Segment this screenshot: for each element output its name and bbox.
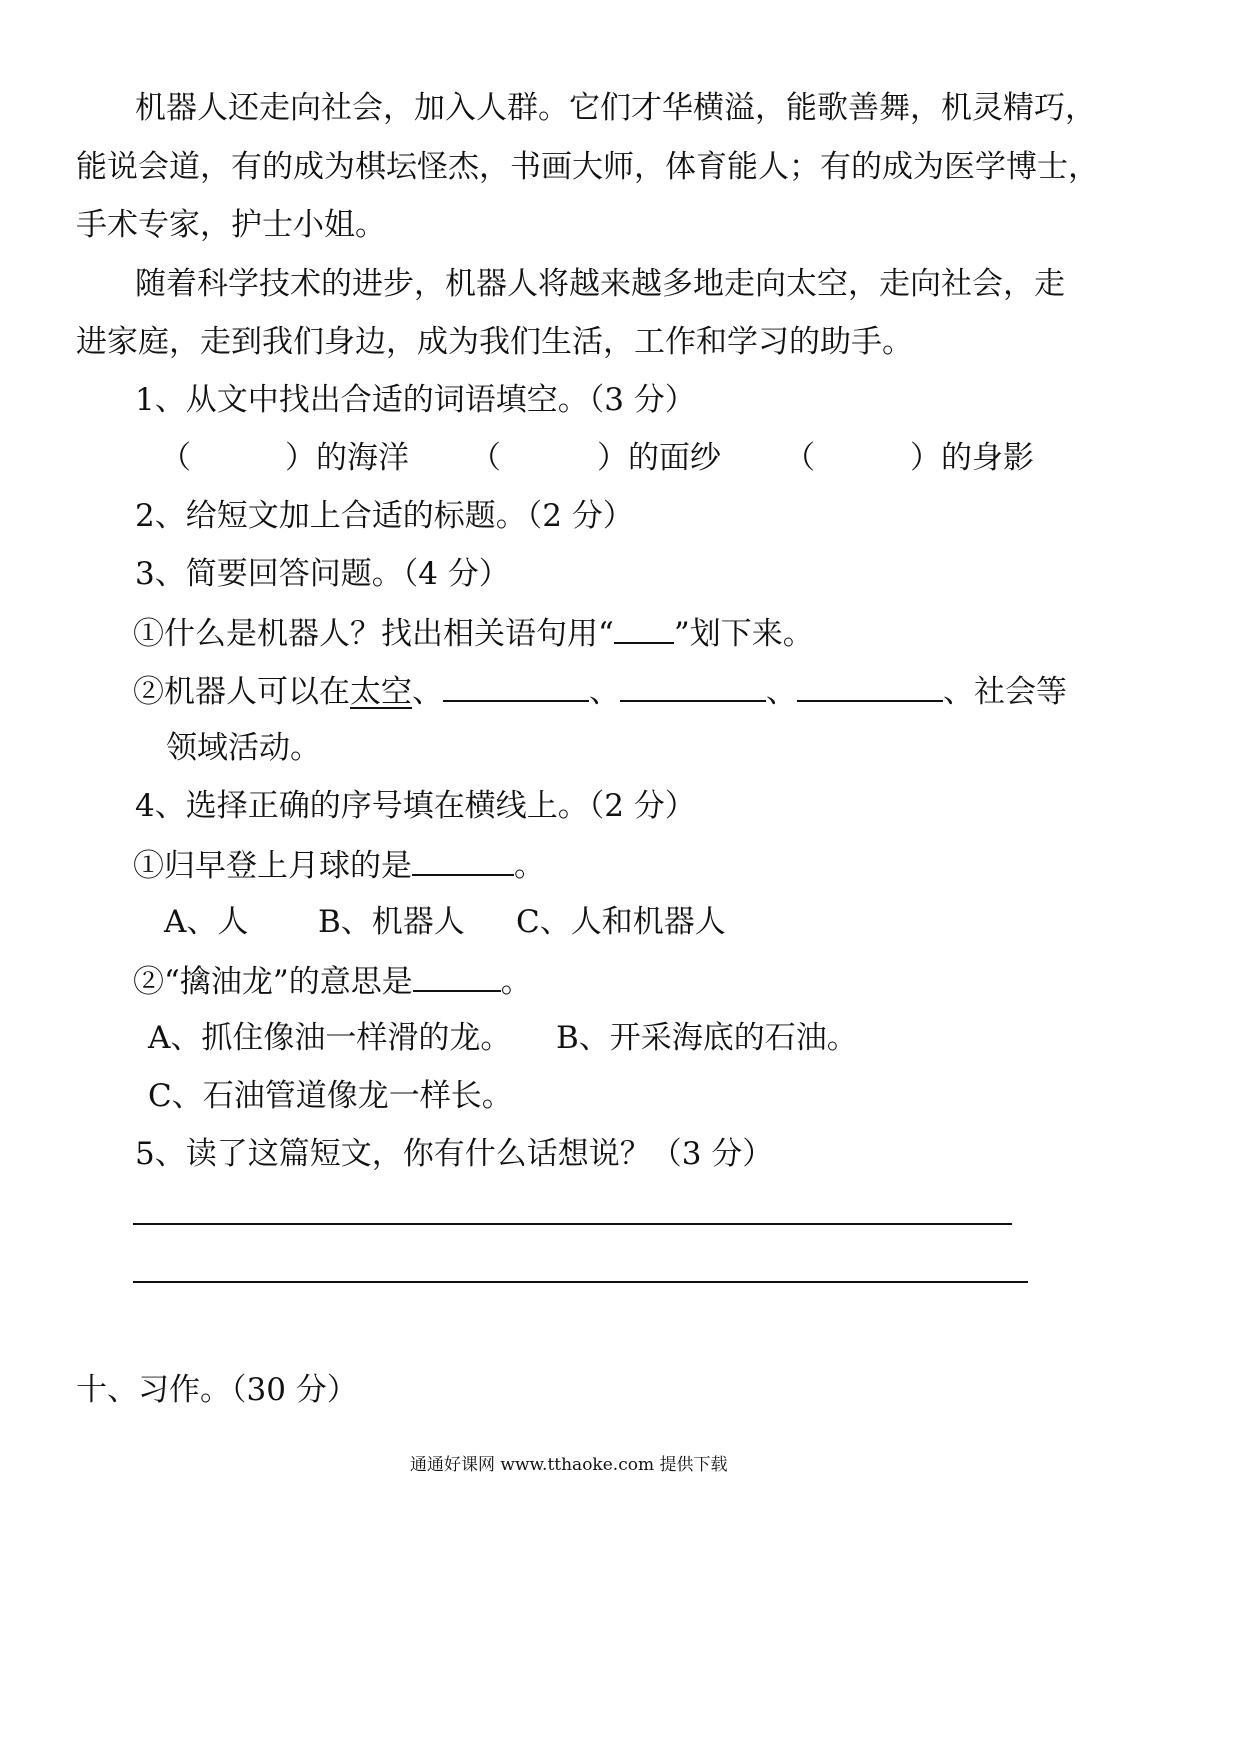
section-title: 十、习作。（30 分） xyxy=(76,1372,358,1408)
separator: 、 xyxy=(412,674,443,710)
subquestion-text xyxy=(133,844,545,886)
question-title: 3、简要回答问题。（4 分） xyxy=(135,556,510,592)
answer-blank-1[interactable] xyxy=(443,670,589,702)
answer-blank-3[interactable] xyxy=(797,670,943,702)
answer-blank[interactable] xyxy=(412,844,514,876)
passage-text: 进家庭，走到我们身边，成为我们生活，工作和学习的助手。 xyxy=(76,324,913,360)
option-b: B、机器人 xyxy=(318,904,465,940)
subquestion-suffix: 。 xyxy=(500,964,532,1000)
separator: 、 xyxy=(766,674,797,710)
passage-text: 机器人还走向社会，加入人群。它们才华横溢，能歌善舞，机灵精巧， xyxy=(135,90,1096,126)
question-title: 2、给短文加上合适的标题。（2 分） xyxy=(135,498,634,534)
bracket-open: （ xyxy=(160,440,191,476)
blank-phrase-3: ）的身影 xyxy=(910,440,1034,476)
question-4-sub-1 xyxy=(0,844,1240,884)
option-c: C、石油管道像龙一样长。 xyxy=(148,1078,513,1114)
blank-phrase-1: ）的海洋 xyxy=(285,440,409,476)
question-1-blanks xyxy=(0,438,1240,478)
subquestion-text xyxy=(133,960,532,1002)
passage-line xyxy=(0,88,1240,128)
passage-line xyxy=(0,264,1240,304)
option-a: A、抓住像油一样滑的龙。 xyxy=(148,1020,512,1056)
subquestion-suffix: ”划下来。 xyxy=(673,616,814,652)
question-title: 5、读了这篇短文，你有什么话想说？（3 分） xyxy=(135,1136,774,1172)
subquestion-suffix: 、社会等 xyxy=(943,674,1067,710)
subquestion-prefix: ②“擒油龙”的意思是 xyxy=(133,964,413,1000)
subquestion-suffix: 。 xyxy=(514,848,545,884)
subquestion-text xyxy=(133,612,814,654)
passage-text: 能说会道，有的成为棋坛怪杰，书画大师，体育能人；有的成为医学博士， xyxy=(76,149,1099,185)
answer-blank-2[interactable] xyxy=(620,670,766,702)
option-b: B、开采海底的石油。 xyxy=(556,1020,858,1056)
question-3-title xyxy=(0,554,1240,594)
question-4-sub-2 xyxy=(0,960,1240,1000)
option-c: C、人和机器人 xyxy=(516,904,726,940)
passage-line xyxy=(0,205,1240,245)
question-3-sub-2-cont xyxy=(0,728,1240,768)
question-2-title xyxy=(0,496,1240,536)
section-10-title xyxy=(0,1370,1240,1410)
answer-line-1[interactable] xyxy=(133,1223,1012,1225)
question-title: 4、选择正确的序号填在横线上。（2 分） xyxy=(135,788,696,824)
bracket-open: （ xyxy=(470,440,501,476)
subquestion-prefix: ①什么是机器人？找出相关语句用“ xyxy=(133,616,614,652)
passage-text: 手术专家，护士小姐。 xyxy=(76,207,386,243)
passage-text: 随着科学技术的进步，机器人将越来越多地走向太空，走向社会，走 xyxy=(135,266,1065,302)
bracket-open: （ xyxy=(784,440,815,476)
subquestion-prefix: ②机器人可以在 xyxy=(133,674,350,710)
question-5-title xyxy=(0,1134,1240,1174)
question-4-title xyxy=(0,786,1240,826)
subquestion-prefix: ①归早登上月球的是 xyxy=(133,848,412,884)
question-4-sub-2-options xyxy=(0,1018,1240,1058)
question-4-sub-1-options xyxy=(0,902,1240,942)
passage-line xyxy=(0,147,1240,187)
subquestion-text xyxy=(133,670,1067,712)
question-1-title xyxy=(0,380,1240,420)
underlined-example: 太空 xyxy=(350,674,412,710)
subquestion-text: 领域活动。 xyxy=(166,730,321,766)
answer-blank[interactable] xyxy=(413,960,501,992)
question-3-sub-1 xyxy=(0,612,1240,652)
passage-line xyxy=(0,322,1240,362)
blank-phrase-2: ）的面纱 xyxy=(597,440,721,476)
answer-line-2[interactable] xyxy=(133,1281,1028,1283)
option-a: A、人 xyxy=(164,904,249,940)
footer-credit: 通通好课网 www.tthaoke.com 提供下载 xyxy=(410,1455,728,1475)
underline-blank[interactable] xyxy=(614,612,674,644)
question-3-sub-2 xyxy=(0,670,1240,710)
question-4-sub-2-options-cont xyxy=(0,1076,1240,1116)
separator: 、 xyxy=(589,674,620,710)
question-title: 1、从文中找出合适的词语填空。（3 分） xyxy=(135,382,696,418)
